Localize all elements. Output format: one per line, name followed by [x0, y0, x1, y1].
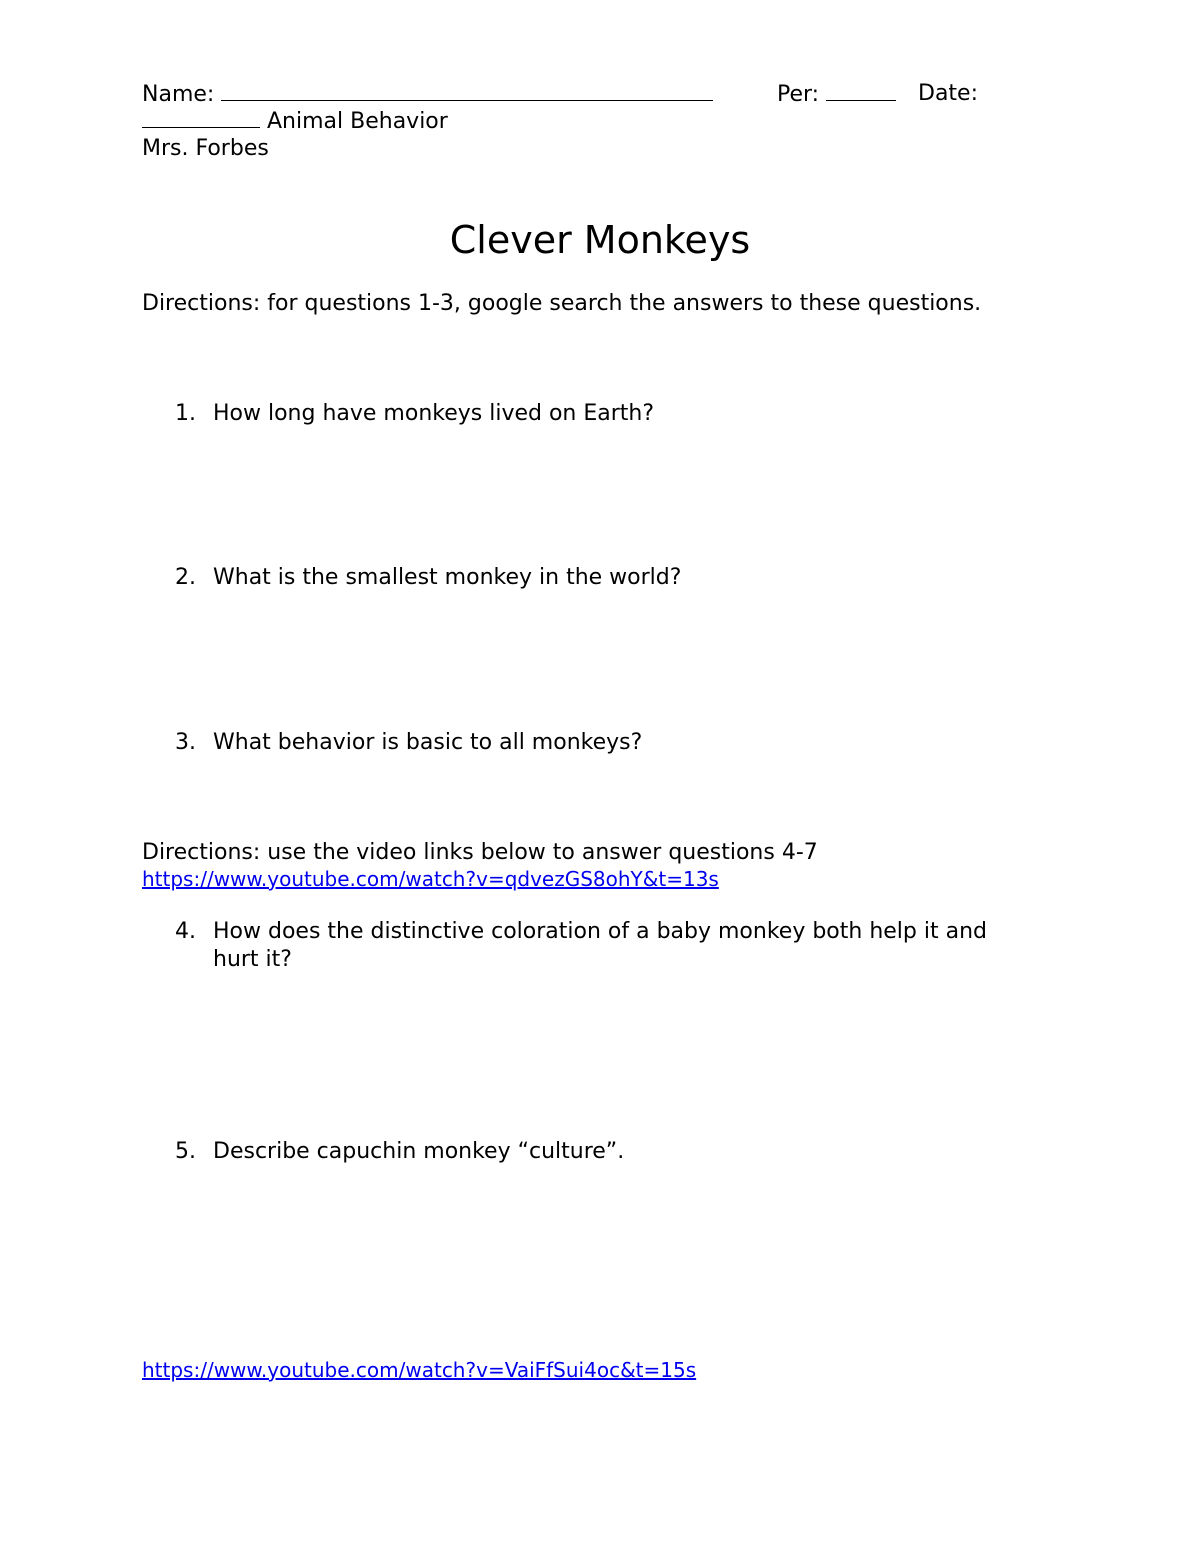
date-label: Date: — [918, 81, 978, 106]
date-field — [918, 80, 978, 108]
teacher-name: Mrs. Forbes — [142, 136, 269, 161]
question-number: 4. — [175, 919, 196, 944]
question-text: How long have monkeys lived on Earth? — [213, 401, 655, 426]
name-label: Name: — [142, 82, 215, 107]
page-title: Clever Monkeys — [449, 218, 751, 262]
question-text-line-1: How does the distinctive coloration of a baby monkey both help it and — [213, 919, 987, 944]
question-number: 2. — [175, 565, 196, 590]
date-blank — [142, 107, 260, 128]
question-text-line-2: hurt it? — [213, 947, 292, 972]
name-blank — [221, 80, 713, 101]
course-name: Animal Behavior — [267, 109, 448, 134]
question-number: 3. — [175, 730, 196, 755]
per-label: Per: — [777, 82, 820, 107]
header-line-2 — [142, 107, 448, 136]
header-line-1 — [142, 80, 713, 109]
per-field — [777, 80, 896, 109]
question-number: 5. — [175, 1139, 196, 1164]
question-text: What behavior is basic to all monkeys? — [213, 730, 643, 755]
question-number: 1. — [175, 401, 196, 426]
per-blank — [826, 80, 896, 101]
directions-2: Directions: use the video links below to answer questions 4-7 — [142, 840, 818, 865]
directions-1: Directions: for questions 1-3, google search the answers to these questions. — [142, 291, 982, 316]
video-link-2[interactable]: https://www.youtube.com/watch?v=VaiFfSui4oc&t=15s — [142, 1358, 697, 1382]
question-text: What is the smallest monkey in the world? — [213, 565, 682, 590]
video-link-1[interactable]: https://www.youtube.com/watch?v=qdvezGS8ohY&t=13s — [142, 867, 719, 891]
question-text: Describe capuchin monkey “culture”. — [213, 1139, 625, 1164]
